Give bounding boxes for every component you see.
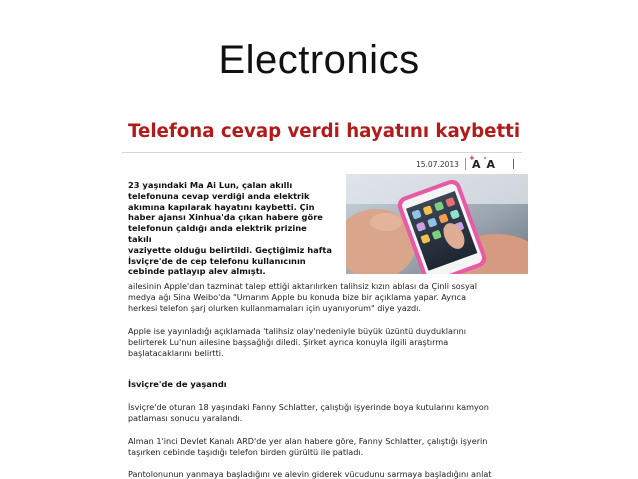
font-increase-button[interactable] [468,153,481,171]
font-decrease-label: A [486,157,495,171]
news-article-clipping [116,114,528,479]
lead-line: 23 yaşındaki Ma Ai Lun, çalan akıllı [128,180,293,190]
minus-icon: - [483,153,487,162]
paragraph-line: herkesi telefon şarj olurken kullanmamaları için uyanıyorum" diye yazdı. [128,303,421,313]
article-meta [416,153,495,171]
paragraph-line: taşırken cebinde taşıdığı telefon birden gürültü ile patladı. [128,447,364,457]
lead-line: vaziyette olduğu belirtildi. Geçtiğimiz hafta [128,244,332,255]
paragraph-line: belirterek Lu'nun ailesine başsağlığı diledi. Şirket ayrıca konuyla ilgili araştırma [128,337,449,347]
lead-line: haber ajansı Xinhua'da çıkan habere göre [128,212,323,223]
lead-line: telefonuna cevap verdiği anda elektrik [128,190,310,201]
font-increase-label: A [471,157,481,171]
paragraph-1 [128,281,528,314]
font-decrease-button[interactable] [483,153,495,171]
plus-icon: + [468,153,475,162]
paragraph-3 [128,402,528,424]
headline-divider [122,152,522,153]
paragraph-line: ailesinin Apple'dan tazminat talep ettiği aktarılırken talihsiz kızın ablası da Çinli sosyal [128,281,477,291]
article-date: 15.07.2013 [416,159,459,169]
meta-divider [465,158,466,170]
paragraph-5 [128,469,528,479]
smartphone-photo-illustration [346,174,528,274]
paragraph-line: Apple ise yayınladığı açıklamada 'talihsiz olay'nedeniyle büyük üzüntü duyduklarını [128,326,466,336]
article-photo-smartphone [346,174,528,274]
paragraph-line: Pantolonunun yanmaya başladığını ve alevin giderek vücudunu sarmaya başladığını anlat [128,469,492,479]
lead-line: telefonun çaldığı anda elektrik prizine takılı [128,223,307,244]
article-lead [128,180,333,277]
lead-line: İsviçre'de de cep telefonu kullanıcının [128,255,306,266]
lead-line: cebinde patlayıp alev almıştı. [128,266,266,277]
lead-line: akımına kapılarak hayatını kaybetti. Çin [128,201,315,212]
slide-title: Electronics [218,38,420,82]
paragraph-line: başlatacaklarını belirtti. [128,348,224,358]
article-subheading: İsviçre'de de yaşandı [128,379,227,389]
paragraph-line: Alman 1'inci Devlet Kanalı ARD'de yer alan habere göre, Fanny Schlatter, çalıştığı işyerin [128,436,488,446]
paragraph-line: patlaması sonucu yaralandı. [128,413,243,423]
paragraph-line: İsviçre'de oturan 18 yaşındaki Fanny Schlatter, çalıştığı işyerinde boya kutularını kamyon [128,402,489,412]
paragraph-4 [128,436,528,458]
article-headline: Telefona cevap verdi hayatını kaybetti [128,121,521,142]
toolbar-divider [513,159,514,169]
paragraph-2 [128,326,528,359]
paragraph-line: medya ağı Sina Weibo'da "Umarım Apple bu konuda bize bir açıklama yapar. Ayrıca [128,292,467,302]
